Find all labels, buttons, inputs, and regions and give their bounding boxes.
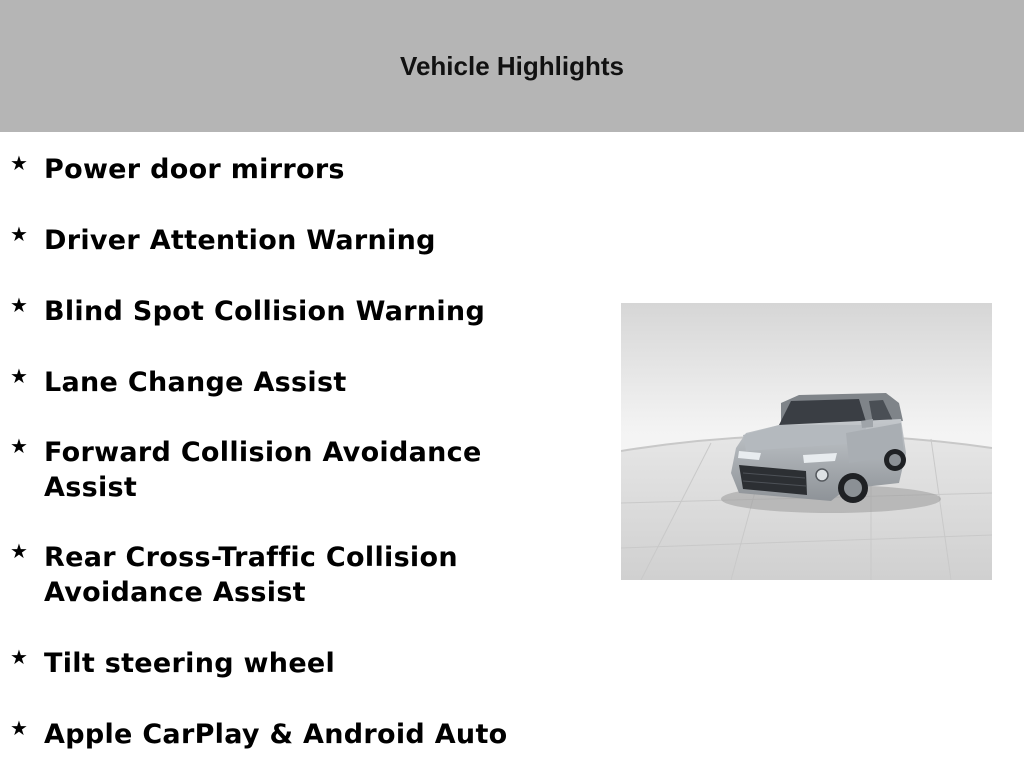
highlight-label: Power door mirrors — [44, 154, 345, 185]
vehicle-photo — [621, 303, 992, 580]
list-item — [10, 365, 550, 400]
page-title: Vehicle Highlights — [400, 50, 624, 81]
vehicle-photo-image — [621, 303, 992, 580]
star-icon: ★ — [10, 434, 28, 458]
highlight-label: Tilt steering wheel — [44, 648, 336, 679]
star-icon: ★ — [10, 364, 28, 388]
star-icon: ★ — [10, 716, 28, 740]
highlight-label: Forward Collision Avoidance Assist — [44, 437, 482, 503]
highlight-label: Driver Attention Warning — [44, 225, 436, 256]
star-icon: ★ — [10, 293, 28, 317]
list-item — [10, 294, 550, 329]
highlight-label: Rear Cross-Traffic Collision Avoidance Assist — [44, 542, 458, 608]
list-item — [10, 435, 550, 505]
star-icon: ★ — [10, 222, 28, 246]
list-item — [10, 646, 550, 681]
highlight-label: Blind Spot Collision Warning — [44, 296, 486, 327]
list-item — [10, 717, 550, 752]
star-icon: ★ — [10, 151, 28, 175]
list-item — [10, 540, 550, 610]
star-icon: ★ — [10, 645, 28, 669]
star-icon: ★ — [10, 539, 28, 563]
list-item — [10, 223, 550, 258]
list-item — [10, 152, 550, 187]
highlight-label: Apple CarPlay & Android Auto — [44, 719, 508, 750]
highlight-label: Lane Change Assist — [44, 367, 347, 398]
